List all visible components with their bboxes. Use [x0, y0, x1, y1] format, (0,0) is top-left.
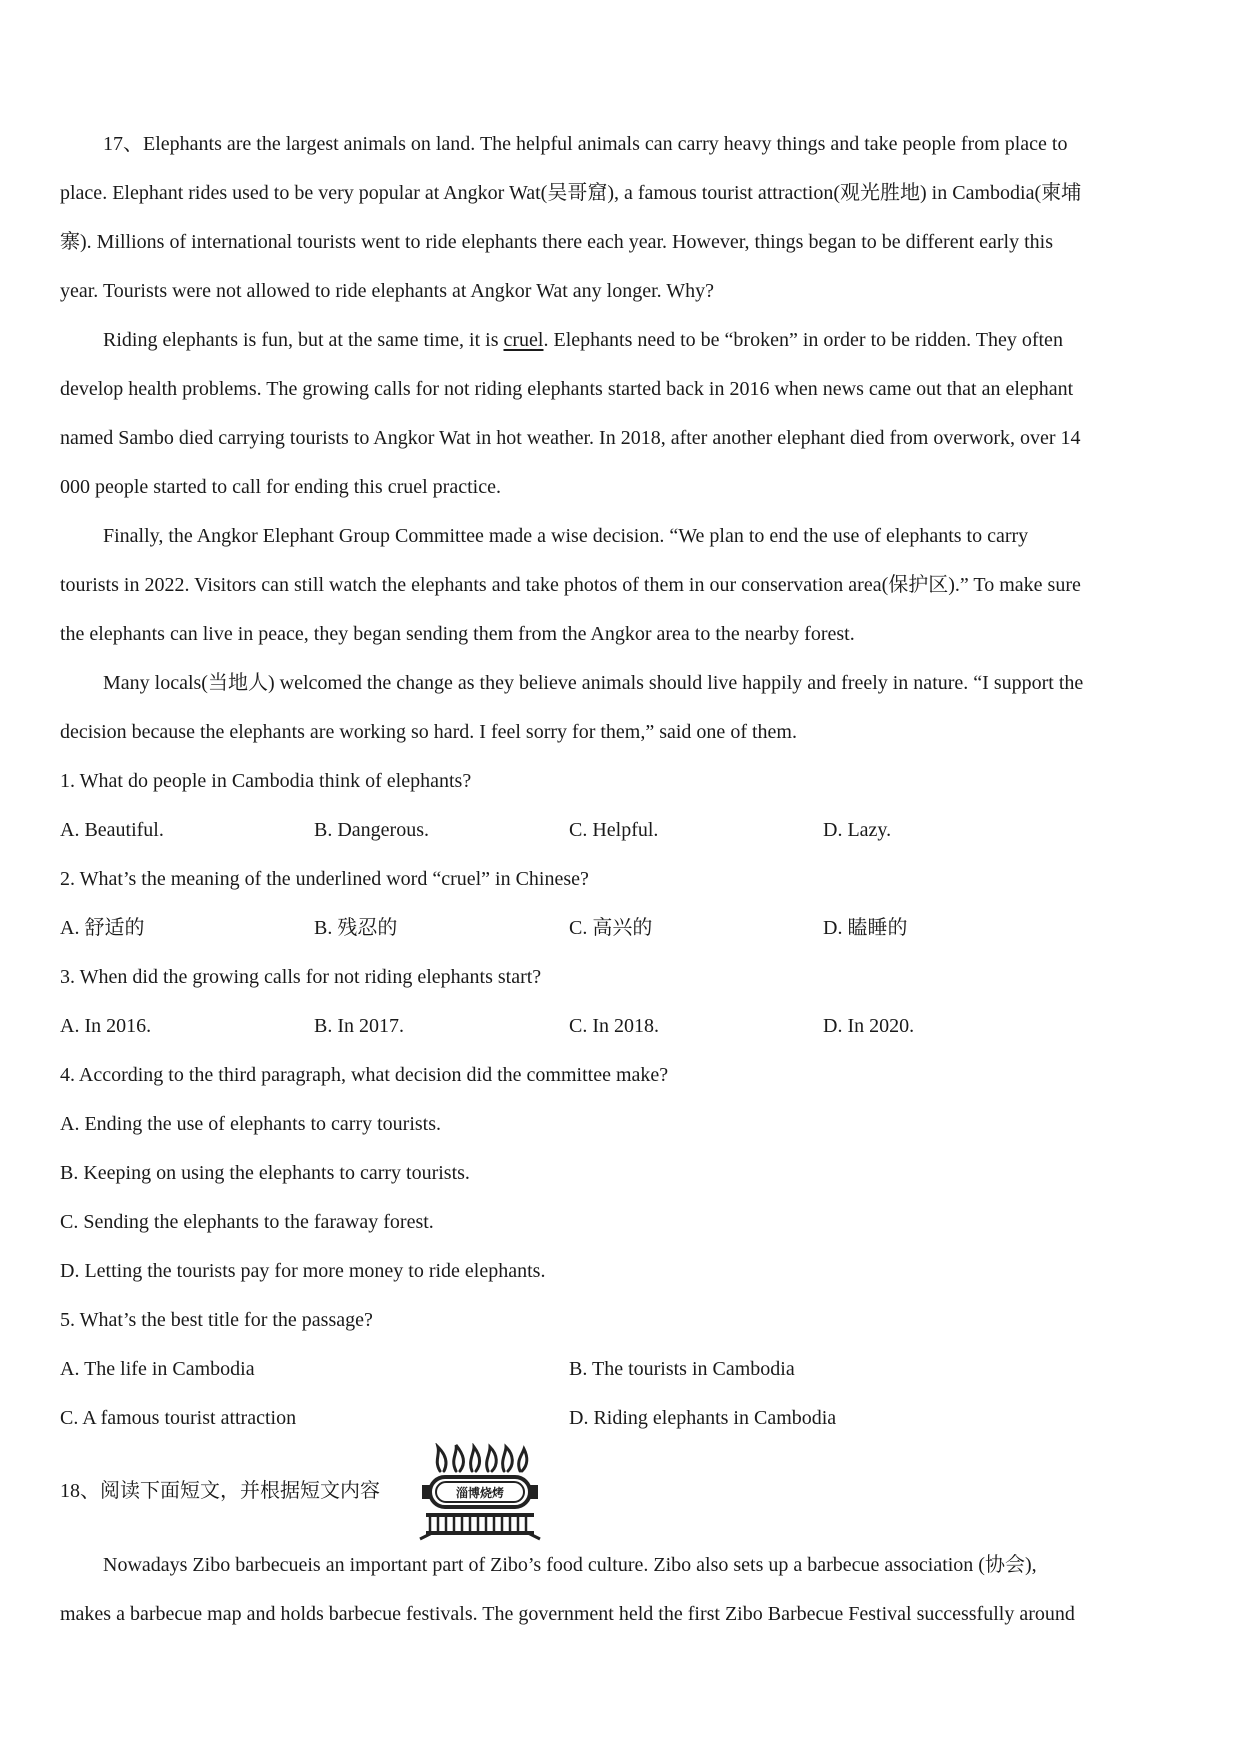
q5-option-c: C. A famous tourist attraction: [60, 1407, 297, 1429]
p17-line-1: 17、Elephants are the largest animals on land. The helpful animals can carry heavy things and take people from place to: [103, 133, 1068, 155]
q5-option-a: A. The life in Cambodia: [60, 1358, 255, 1380]
p17-line-3: 寨). Millions of international tourists went to ride elephants there each year. However, things began to be different early this: [60, 231, 1053, 253]
q4-option-d: D. Letting the tourists pay for more money to ride elephants.: [60, 1260, 546, 1282]
q1-option-c: C. Helpful.: [569, 819, 659, 841]
question-5-options-row-1: [60, 1345, 1180, 1394]
question-3-options: [60, 1002, 1180, 1051]
q4-option-b: B. Keeping on using the elephants to carry tourists.: [60, 1162, 470, 1184]
underlined-word-cruel: cruel: [503, 329, 544, 351]
p17-para3-line-2: tourists in 2022. Visitors can still watch the elephants and take photos of them in our conservation area(保护区).” To make sure: [60, 574, 1081, 596]
p17-para2-line-3: named Sambo died carrying tourists to Angkor Wat in hot weather. In 2018, after another elephant died from overwork, over 14: [60, 427, 1081, 449]
q4-option-c: C. Sending the elephants to the faraway forest.: [60, 1211, 434, 1233]
q5-option-b: B. The tourists in Cambodia: [569, 1358, 795, 1380]
q2-option-a: A. 舒适的: [60, 917, 145, 939]
q1-option-b: B. Dangerous.: [314, 819, 429, 841]
p17-para4-line-1: Many locals(当地人) welcomed the change as they believe animals should live happily and freely in nature. “I support the: [103, 672, 1084, 694]
p17-line-4: year. Tourists were not allowed to ride elephants at Angkor Wat any longer. Why?: [60, 280, 715, 302]
p18-line-2: makes a barbecue map and holds barbecue festivals. The government held the first Zibo Barbecue Festival successfully around: [60, 1603, 1075, 1625]
p17-line-2: place. Elephant rides used to be very popular at Angkor Wat(吴哥窟), a famous tourist attraction(观光胜地) in Cambodia(柬埔: [60, 182, 1082, 204]
q3-option-b: B. In 2017.: [314, 1015, 404, 1037]
q2-option-d: D. 瞌睡的: [823, 917, 908, 939]
q3-option-d: D. In 2020.: [823, 1015, 915, 1037]
para2-text-after: . Elephants need to be “broken” in order to be ridden. They often: [543, 329, 1063, 351]
question-2: 2. What’s the meaning of the underlined word “cruel” in Chinese?: [60, 868, 589, 890]
p17-para4-line-2: decision because the elephants are working so hard. I feel sorry for them,” said one of them.: [60, 721, 797, 743]
p18-line-1: Nowadays Zibo barbecueis an important part of Zibo’s food culture. Zibo also sets up a barbecue association (协会),: [103, 1554, 1037, 1576]
section-18-heading: 18、阅读下面短文，并根据短文内容: [60, 1480, 380, 1502]
para2-text-before: Riding elephants is fun, but at the same time, it is: [103, 329, 504, 351]
section-18-heading-row: [60, 1443, 1180, 1541]
question-4: 4. According to the third paragraph, what decision did the committee make?: [60, 1064, 669, 1086]
q2-option-c: C. 高兴的: [569, 917, 653, 939]
q1-option-a: A. Beautiful.: [60, 819, 164, 841]
p17-para2-line-2: develop health problems. The growing calls for not riding elephants started back in 2016 when news came out that an elephant: [60, 378, 1074, 400]
barbecue-grill-logo-icon: [410, 1443, 550, 1541]
p17-para3-line-1: Finally, the Angkor Elephant Group Committee made a wise decision. “We plan to end the use of elephants to carry: [103, 525, 1029, 547]
question-5-options-row-2: [60, 1394, 1180, 1443]
q3-option-c: C. In 2018.: [569, 1015, 659, 1037]
q3-option-a: A. In 2016.: [60, 1015, 152, 1037]
question-3: 3. When did the growing calls for not riding elephants start?: [60, 966, 542, 988]
logo-text: 淄博烧烤: [455, 1486, 505, 1500]
q2-option-b: B. 残忍的: [314, 917, 398, 939]
q5-option-d: D. Riding elephants in Cambodia: [569, 1407, 837, 1429]
p17-para3-line-3: the elephants can live in peace, they began sending them from the Angkor area to the nearby forest.: [60, 623, 855, 645]
q4-option-a: A. Ending the use of elephants to carry tourists.: [60, 1113, 442, 1135]
question-1: 1. What do people in Cambodia think of elephants?: [60, 770, 472, 792]
q1-option-d: D. Lazy.: [823, 819, 892, 841]
question-5: 5. What’s the best title for the passage?: [60, 1309, 373, 1331]
p17-para2-line-4: 000 people started to call for ending this cruel practice.: [60, 476, 501, 498]
p17-para2-line-1: [60, 316, 1180, 365]
question-2-options: [60, 904, 1180, 953]
question-1-options: [60, 806, 1180, 855]
exam-page: [60, 120, 1180, 1639]
